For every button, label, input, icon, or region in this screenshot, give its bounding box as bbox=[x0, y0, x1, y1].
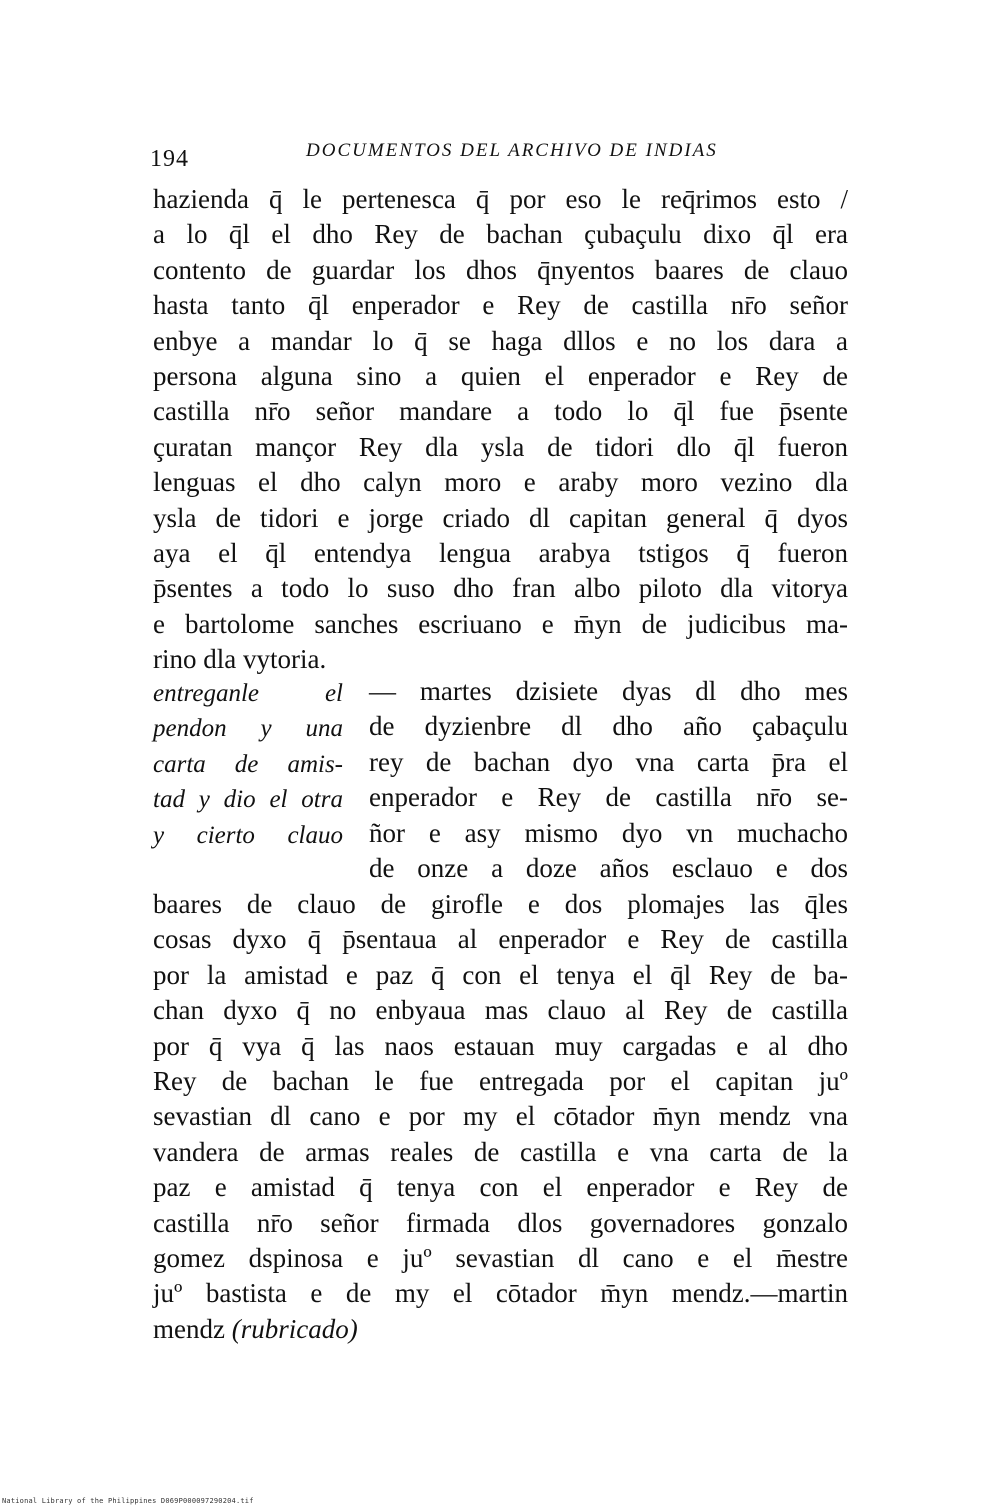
marginal-line: pendon y una bbox=[153, 715, 343, 743]
text-line: sevastian dl cano e por my el cōtador m̄yn mendz vna bbox=[153, 1101, 848, 1132]
text-line: baares de clauo de girofle e dos plomajes las q̄les bbox=[153, 889, 848, 919]
page-number: 194 bbox=[150, 146, 189, 172]
text-line: e bartolome sanches escriuano e m̄yn de judicibus ma- bbox=[153, 608, 848, 639]
running-head: DOCUMENTOS DEL ARCHIVO DE INDIAS bbox=[306, 140, 718, 161]
marginal-line: carta de amis- bbox=[153, 750, 343, 778]
text-line: paz e amistad q̄ tenya con el enperador e Rey de bbox=[153, 1172, 848, 1203]
marginal-line: entreganle el bbox=[153, 680, 343, 707]
text-line: de dyzienbre dl dho año çabaçulu bbox=[369, 711, 848, 742]
rubric-note: (rubricado) bbox=[231, 1313, 358, 1344]
text-line: çuratan mançor Rey dla ysla de tidori dlo q̄l fueron bbox=[153, 431, 848, 462]
text-line: hazienda q̄ le pertenesca q̄ por eso le req̄rimos esto / bbox=[153, 184, 848, 214]
text-line: enperador e Rey de castilla nr̄o se- bbox=[369, 782, 848, 813]
text-line: castilla nr̄o señor firmada dlos governadores gonzalo bbox=[153, 1207, 848, 1238]
text-line: lenguas el dho calyn moro e araby moro vezino dla bbox=[153, 467, 848, 498]
closing-text: mendz bbox=[153, 1313, 225, 1344]
text-line: persona alguna sino a quien el enperador e Rey de bbox=[153, 361, 848, 392]
text-line: de onze a doze años esclauo e dos bbox=[369, 853, 848, 884]
side-paragraph bbox=[369, 674, 848, 886]
text-line: gomez dspinosa e juº sevastian dl cano e el m̄estre bbox=[153, 1243, 848, 1274]
text-line: aya el q̄l entendya lengua arabya tstigos q̄ fueron bbox=[153, 538, 848, 569]
footer-credit: National Library of the Philippines D069P000097290204.tif bbox=[2, 1497, 254, 1505]
text-line: p̄sentes a todo lo suso dho fran albo piloto dla vitorya bbox=[153, 573, 848, 604]
text-line: vandera de armas reales de castilla e vna carta de la bbox=[153, 1136, 848, 1167]
closing-line bbox=[153, 1312, 848, 1347]
text-line: por q̄ vya q̄ las naos estauan muy cargadas e al dho bbox=[153, 1030, 848, 1061]
text-line: ysla de tidori e jorge criado dl capitan general q̄ dyos bbox=[153, 502, 848, 533]
text-line: a lo q̄l el dho Rey de bachan çubaçulu dixo q̄l era bbox=[153, 219, 848, 250]
paragraph-two bbox=[153, 887, 848, 1347]
marginal-line: tad y dio el otra bbox=[153, 786, 343, 814]
text-line: chan dyxo q̄ no enbyaua mas clauo al Rey de castilla bbox=[153, 995, 848, 1026]
text-line: por la amistad e paz q̄ con el tenya el q̄l Rey de ba- bbox=[153, 959, 848, 990]
text-line: — martes dzisiete dyas dl dho mes bbox=[369, 676, 848, 706]
text-line: ñor e asy mismo dyo vn muchacho bbox=[369, 817, 848, 848]
text-line: contento de guardar los dhos q̄nyentos baares de clauo bbox=[153, 254, 848, 285]
paragraph-one bbox=[153, 182, 848, 678]
text-line: enbye a mandar lo q̄ se haga dllos e no los dara a bbox=[153, 325, 848, 356]
text-line: Rey de bachan le fue entregada por el capitan juº bbox=[153, 1066, 848, 1097]
text-line: cosas dyxo q̄ p̄sentaua al enperador e Rey de castilla bbox=[153, 924, 848, 955]
text-line: rino dla vytoria. bbox=[153, 644, 327, 675]
text-line: juº bastista e de my el cōtador m̄yn mendz.—martin bbox=[153, 1278, 848, 1309]
marginal-line: y cierto clauo bbox=[153, 821, 343, 849]
text-line: castilla nr̄o señor mandare a todo lo q̄l fue p̄sente bbox=[153, 396, 848, 427]
marginal-note bbox=[153, 676, 343, 853]
text-line: hasta tanto q̄l enperador e Rey de castilla nr̄o señor bbox=[153, 290, 848, 321]
text-line: rey de bachan dyo vna carta p̄ra el bbox=[369, 746, 848, 777]
